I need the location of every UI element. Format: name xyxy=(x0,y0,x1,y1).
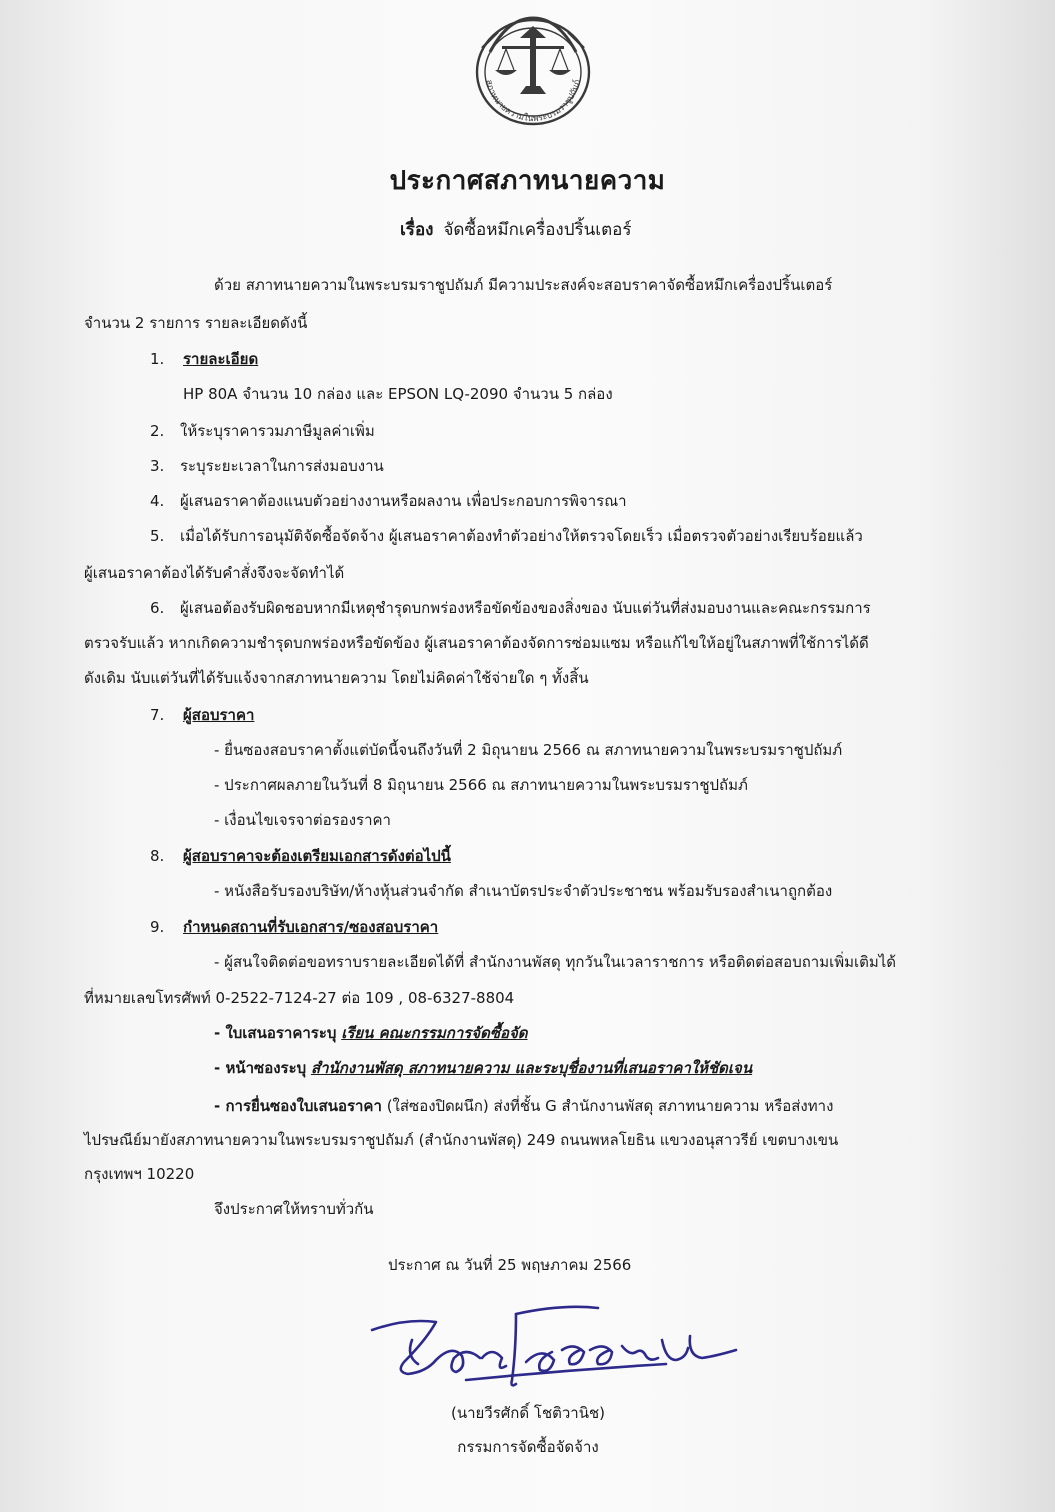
item-9-bullet-4-text: (ใส่ซองปิดผนึก) ส่งที่ชั้น G สำนักงานพัสดุ สภาทนายความ หรือส่งทาง xyxy=(386,1097,834,1115)
item-8-heading: ผู้สอบราคาจะต้องเตรียมเอกสารดังต่อไปนี้ xyxy=(183,847,451,865)
item-2-number: 2. xyxy=(150,422,165,440)
item-5-line-1: เมื่อได้รับการอนุมัติจัดซื้อจัดจ้าง ผู้เสนอราคาต้องทำตัวอย่างให้ตรวจโดยเร็ว เมื่อตรวจตัวอย่างเรียบร้อยแล้ว xyxy=(180,527,863,545)
item-9-number: 9. xyxy=(150,918,165,936)
item-7-bullet-3: - เงื่อนไขเจรจาต่อรองราคา xyxy=(214,811,391,829)
item-9-bullet-2-label: - ใบเสนอราคาระบุ xyxy=(214,1024,337,1042)
item-5-number: 5. xyxy=(150,527,165,545)
item-6-number: 6. xyxy=(150,599,165,617)
item-9-heading: กำหนดสถานที่รับเอกสาร/ซองสอบราคา xyxy=(183,918,439,936)
item-9-bullet-2 xyxy=(214,1023,528,1043)
item-4-text: ผู้เสนอราคาต้องแนบตัวอย่างงานหรือผลงาน เพื่อประกอบการพิจารณา xyxy=(180,492,627,510)
lawyers-council-seal-icon xyxy=(468,12,598,130)
item-9-bullet-3-value: สำนักงานพัสดุ สภาทนายความ และระบุชื่องานที่เสนอราคาให้ชัดเจน xyxy=(310,1059,753,1077)
item-7-number: 7. xyxy=(150,706,165,724)
item-7-bullet-1: - ยื่นซองสอบราคาตั้งแต่บัดนี้จนถึงวันที่ 2 มิถุนายน 2566 ณ สภาทนายความในพระบรมราชูปถัมภ์ xyxy=(214,741,843,759)
subject-label: เรื่อง xyxy=(400,220,434,240)
intro-line-2: จำนวน 2 รายการ รายละเอียดดังนี้ xyxy=(84,314,308,332)
signer-position: กรรมการจัดซื้อจัดจ้าง xyxy=(457,1438,599,1456)
item-9-bullet-1-line-2: ที่หมายเลขโทรศัพท์ 0-2522-7124-27 ต่อ 109 , 08-6327-8804 xyxy=(84,989,515,1007)
subject-text: จัดซื้อหมึกเครื่องปริ้นเตอร์ xyxy=(443,220,632,240)
item-1-heading: รายละเอียด xyxy=(183,350,259,368)
item-3-number: 3. xyxy=(150,457,165,475)
item-9-bullet-3 xyxy=(214,1058,752,1078)
intro-line-1: ด้วย สภาทนายความในพระบรมราชูปถัมภ์ มีความประสงค์จะสอบราคาจัดซื้อหมึกเครื่องปริ้นเตอร์ xyxy=(214,276,833,294)
announce-date: ประกาศ ณ วันที่ 25 พฤษภาคม 2566 xyxy=(388,1256,632,1274)
page-title: ประกาศสภาทนายความ xyxy=(389,166,666,196)
subject-line xyxy=(400,216,631,243)
signer-name: (นายวีรศักดิ์ โชติวานิช) xyxy=(450,1404,606,1422)
item-2-text: ให้ระบุราคารวมภาษีมูลค่าเพิ่ม xyxy=(180,422,375,440)
item-8-number: 8. xyxy=(150,847,165,865)
item-6-line-2: ตรวจรับแล้ว หากเกิดความชำรุดบกพร่องหรือขัดข้อง ผู้เสนอราคาต้องจัดการซ่อมแซม หรือแก้ไขให้อยู่ในสภาพที่ใช้การได้ดี xyxy=(84,634,869,652)
seal-text: สภาทนายความในพระบรมราชูปถัมภ์ xyxy=(483,78,583,125)
item-3-text: ระบุระยะเวลาในการส่งมอบงาน xyxy=(180,457,384,475)
item-9-bullet-4-line-2: ไปรษณีย์มายังสภาทนายความในพระบรมราชูปถัมภ์ (สำนักงานพัสดุ) 249 ถนนพหลโยธิน แขวงอนุสาวรีย์ เขตบางเขน xyxy=(84,1131,839,1149)
closing-text: จึงประกาศให้ทราบทั่วกัน xyxy=(214,1200,374,1218)
item-6-line-1: ผู้เสนอต้องรับผิดชอบหากมีเหตุชำรุดบกพร่องหรือขัดข้องของสิ่งของ นับแต่วันที่ส่งมอบงานและคณะกรรมการ xyxy=(180,599,871,617)
item-6-line-3: ดังเดิม นับแต่วันที่ได้รับแจ้งจากสภาทนายความ โดยไม่คิดค่าใช้จ่ายใด ๆ ทั้งสิ้น xyxy=(84,669,589,687)
item-7-bullet-2: - ประกาศผลภายในวันที่ 8 มิถุนายน 2566 ณ สภาทนายความในพระบรมราชูปถัมภ์ xyxy=(214,776,748,794)
item-9-bullet-3-label: - หน้าซองระบุ xyxy=(214,1059,307,1077)
item-1-number: 1. xyxy=(150,350,165,368)
item-9-bullet-2-value: เรียน คณะกรรมการจัดซื้อจัด xyxy=(341,1024,528,1042)
item-7-heading: ผู้สอบราคา xyxy=(183,706,255,724)
item-9-bullet-4-line-3: กรุงเทพฯ 10220 xyxy=(84,1165,195,1183)
signature-icon xyxy=(366,1300,746,1400)
item-4-number: 4. xyxy=(150,492,165,510)
item-8-bullet-1: - หนังสือรับรองบริษัท/ห้างหุ้นส่วนจำกัด สำเนาบัตรประจำตัวประชาชน พร้อมรับรองสำเนาถูกต้อง xyxy=(214,882,833,900)
item-5-line-2: ผู้เสนอราคาต้องได้รับคำสั่งจึงจะจัดทำได้ xyxy=(84,564,345,582)
item-9-bullet-4-label: - การยื่นซองใบเสนอราคา xyxy=(214,1097,382,1115)
item-9-bullet-1-line-1: - ผู้สนใจติดต่อขอทราบรายละเอียดได้ที่ สำนักงานพัสดุ ทุกวันในเวลาราชการ หรือติดต่อสอบถามเพิ่มเติมได้ xyxy=(214,953,897,971)
item-1-detail: HP 80A จำนวน 10 กล่อง และ EPSON LQ-2090 จำนวน 5 กล่อง xyxy=(183,385,613,403)
item-9-bullet-4-line-1 xyxy=(214,1096,833,1116)
